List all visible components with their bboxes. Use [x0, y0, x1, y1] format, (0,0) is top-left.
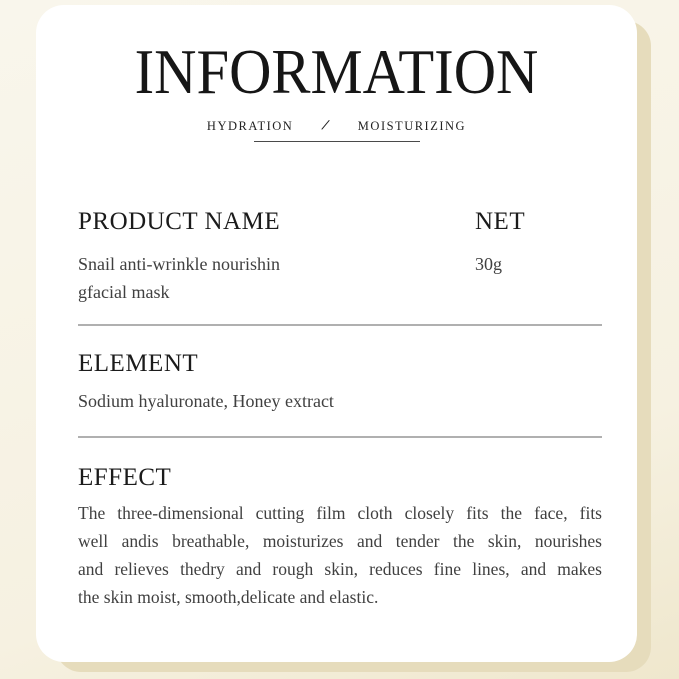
effect-paragraph: [78, 499, 602, 611]
net-heading: NET: [475, 208, 526, 235]
subtitle-right-label: MOISTURIZING: [357, 119, 467, 133]
effect-line-1: The three-dimensional cutting film cloth closely fits the face, fits: [78, 503, 602, 523]
product-name-line-2: gfacial mask: [78, 282, 170, 302]
product-name-section: [78, 206, 602, 306]
subtitle-left-label: HYDRATION: [206, 119, 294, 133]
net-section: [475, 206, 525, 278]
divider: [78, 436, 602, 438]
net-value: 30g: [475, 254, 502, 274]
subtitle: [36, 118, 637, 134]
effect-line-3: and relieves thedry and rough skin, reduces fine lines, and makes: [78, 559, 602, 579]
product-name-line-1: Snail anti-wrinkle nourishin: [78, 254, 280, 274]
card-content: [36, 206, 637, 611]
info-card: [36, 5, 637, 662]
page-title: INFORMATION: [134, 37, 539, 107]
slash-separator-icon: /: [320, 116, 331, 135]
divider: [78, 324, 602, 326]
element-value: Sodium hyaluronate, Honey extract: [78, 391, 334, 411]
effect-line-4: the skin moist, smooth,delicate and elastic.: [78, 587, 379, 607]
effect-section: [78, 462, 602, 611]
product-name-heading: PRODUCT NAME: [78, 208, 281, 235]
effect-heading: EFFECT: [78, 464, 172, 491]
effect-line-2: well andis breathable, moisturizes and tender the skin, nourishes: [78, 531, 602, 551]
subtitle-underline: [254, 141, 420, 142]
element-section: [78, 348, 602, 415]
element-heading: ELEMENT: [78, 350, 199, 377]
